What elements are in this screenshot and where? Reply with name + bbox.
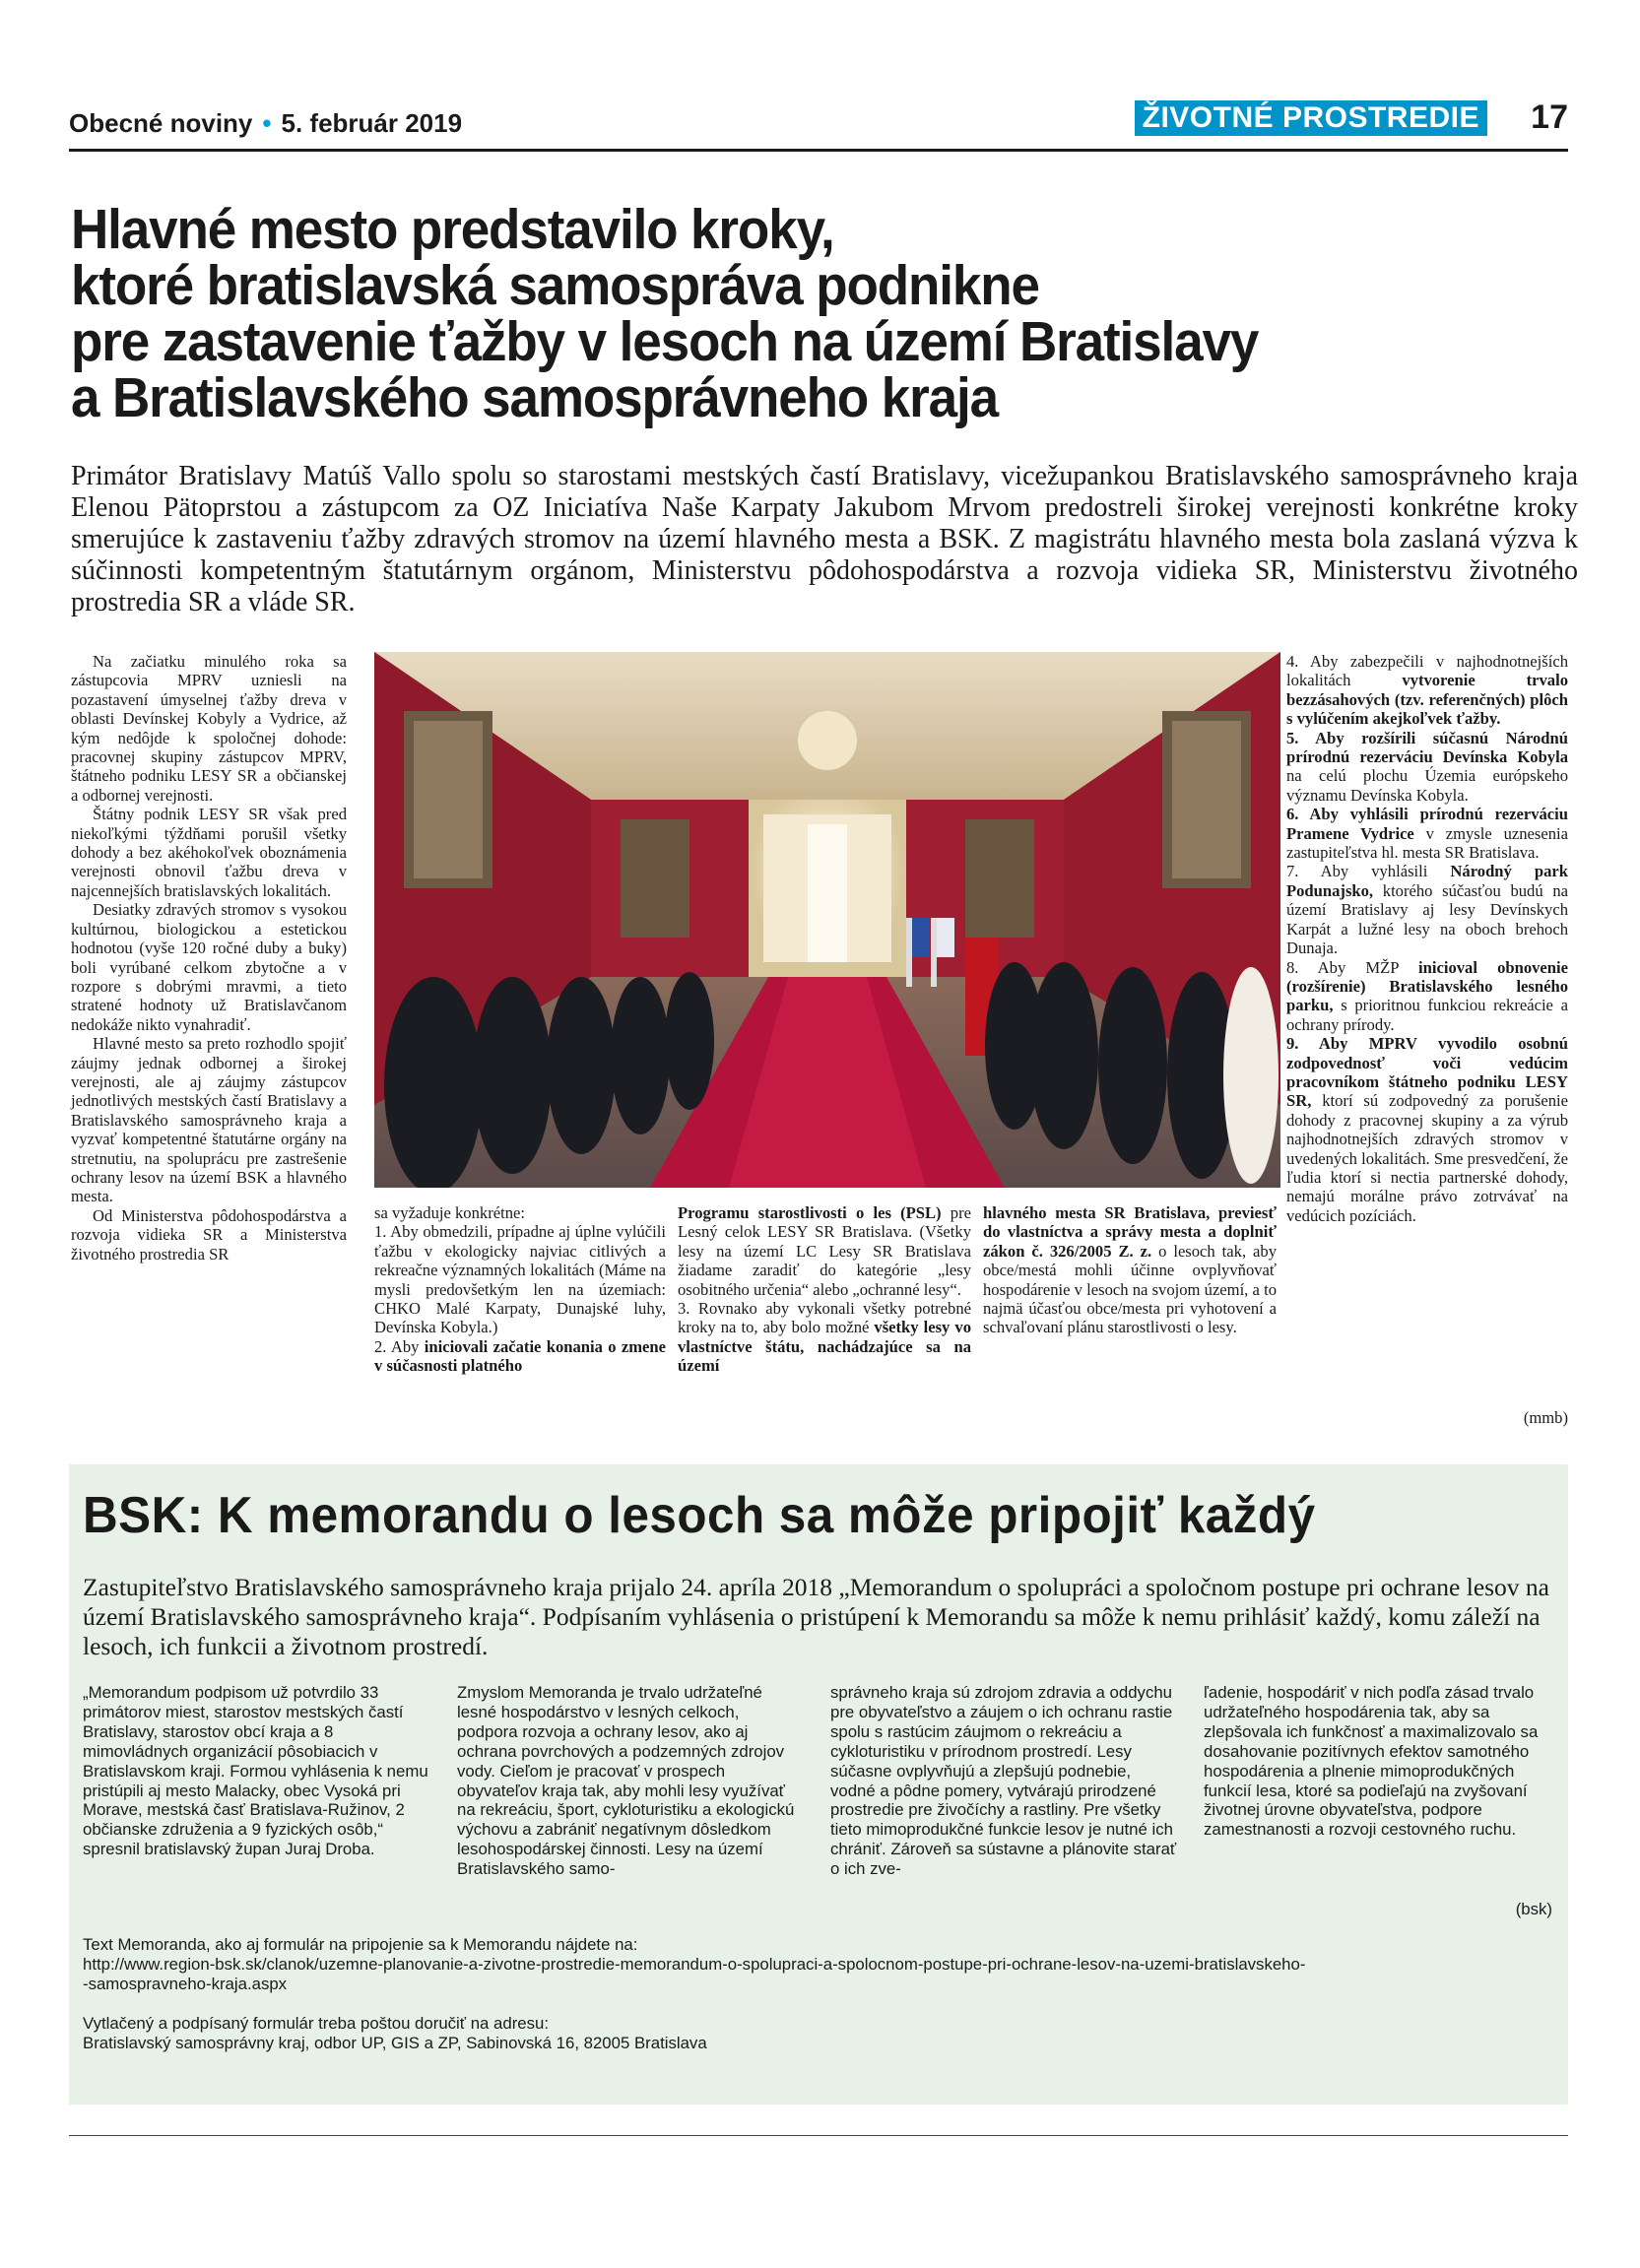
bold-text: všetky lesy vo vlastníctve štátu, nachádzajúce sa na území: [678, 1318, 971, 1376]
author-signature: (mmb): [1523, 1408, 1568, 1427]
bold-text: 9. Aby MPRV vyvodilo osobnú zodpovednosť voči vedúcim pracovníkom štátneho podniku LESY SR,: [1286, 1034, 1568, 1111]
box-intro: Zastupiteľstvo Bratislavského samosprávneho kraja prijalo 24. apríla 2018 „Memorandum o spolupráci a spoločnom postupe pri ochrane lesov na území Bratislavského samosprávneho kraja“. Podpísaním vyhlásenia o pristúpení k Memorandu sa môže k nemu prihlásiť každý, komu záleží na lesoch, ich funkcii a životnom prostredí.: [83, 1573, 1549, 1660]
text: 3. Rovnako aby vykonali všetky potrebné kroky na to, aby bolo možné: [678, 1299, 971, 1337]
text: v zmysle uznesenia zastupiteľstva hl. mesta SR Bratislava.: [1286, 823, 1568, 863]
box-column-4: ľadenie, hospodáriť v nich podľa zásad trvalo udržateľného hospodárenia tak, aby sa zlepšovala ich funkčnosť a maximalizovalo sa dosahovanie pozitívnych efektov samotného hospodárenia a plnenie mimoprodukčných funkcií lesa, ktoré sa podieľajú na zvyšovaní životnej úrovne obyvateľstva, podpore zamestnanosti a rozvoji cestovného ruchu.: [1204, 1683, 1539, 1840]
text: 7. Aby vyhlásili: [1286, 862, 1451, 881]
bold-text: iniciovali začatie konania o zmene v súčasnosti platného: [374, 1336, 667, 1376]
article-column-2: [374, 1203, 666, 1376]
press-conference-photo: [374, 652, 1280, 1188]
demand-item-6: [1286, 805, 1568, 862]
footer-text: Vytlačený a podpísaný formulár treba poštou doručiť na adresu:: [83, 2014, 550, 2033]
box-column-2: Zmyslom Memoranda je trvalo udržateľné lesné hospodárstvo v lesných celkoch, podpora rozvoja a ochrany lesov, ako aj ochrana povrchových a podzemných zdrojov vody. Cieľom je pracovať v prospech obyvateľov kraja tak, aby mohli lesy využívať na rekreáciu, šport, cykloturistiku a ekologickú výchovu a zabrániť negatívnym dôsledkom lesohospodárskej činnosti. Lesy na území Bratislavského samo-: [457, 1683, 795, 1879]
bottom-rule: [69, 2135, 1568, 2136]
masthead: [69, 108, 462, 139]
headline-line: pre zastavenie ťažby v lesoch na území Bratislavy: [71, 310, 1259, 373]
footer-text: Text Memoranda, ako aj formulár na pripojenie sa k Memorandu nájdete na:: [83, 1935, 638, 1954]
spacer: [83, 1994, 1560, 2014]
paragraph: [678, 1203, 971, 1299]
issue-date: 5. február 2019: [281, 108, 463, 138]
demand-item-3: [678, 1299, 971, 1376]
memorandum-link-continued[interactable]: -samospravneho-kraja.aspx: [83, 1975, 288, 1993]
paragraph: Na začiatku minulého roka sa zástupcovia MPRV uzniesli na pozastavení úmyselnej ťažby dreva v oblasti Devínskej Kobyly a Vydrice, až kým nedôjde k spoločnej dohode: pracovnej skupiny zástupcov MPRV, štátneho podniku LESY SR a občianskej a odbornej verejnosti.: [71, 652, 347, 805]
publication-name: Obecné noviny: [69, 108, 253, 138]
headline-line: ktoré bratislavská samospráva podnikne: [71, 254, 1039, 317]
paragraph: sa vyžaduje konkrétne:: [374, 1203, 525, 1222]
lead-paragraph: Primátor Bratislavy Matúš Vallo spolu so starostami mestských častí Bratislavy, vicežupankou Bratislavského samosprávneho kraja Elenou Pätoprstou a zástupcom za OZ Iniciatíva Naše Karpaty Jakubom Mrvom predostreli širokej verejnosti konkrétne kroky smerujúce k zastaveniu ťažby zdravých stromov na území hlavného mesta a BSK. Z magistrátu hlavného mesta bola zaslaná výzva k súčinnosti kompetentným štatutárnym orgánom, Ministerstvu pôdohospodárstva a rozvoja vidieka SR, Ministerstvu životného prostredia SR a vláde SR.: [71, 461, 1578, 617]
text: pre Lesný celok LESY SR Bratislava. (Všetky lesy na území LC Lesy SR Bratislava žiadame zaradiť do kategórie „lesy osobitného určenia“ alebo „ochranné lesy“.: [678, 1203, 971, 1299]
text: s prioritnou funkciou rekreácie a ochrany prírody.: [1286, 996, 1568, 1034]
postal-address: Bratislavský samosprávny kraj, odbor UP, GIS a ZP, Sabinovská 16, 82005 Bratislava: [83, 2034, 707, 2052]
demand-item-1: 1. Aby obmedzili, prípadne aj úplne vylúčili ťažbu v ekologicky najviac citlivých a rekreačne významných lokalitách (Máme na mysli predovšetkým len na územiach: CHKO Malé Karpaty, Dunajské luhy, Devínska Kobyla.): [374, 1222, 666, 1337]
text: 8. Aby MŽP: [1286, 957, 1419, 977]
page-number: 17: [1531, 98, 1568, 136]
article-column-5: [1286, 652, 1568, 1225]
headline-line: Hlavné mesto predstavilo kroky,: [71, 198, 834, 261]
demand-item-9: [1286, 1034, 1568, 1225]
demand-item-2: [374, 1337, 666, 1376]
bold-text: Národný park Podunajsko,: [1286, 862, 1568, 900]
box-signature: (bsk): [1515, 1900, 1552, 1918]
text: 2. Aby: [374, 1336, 425, 1356]
article-column-3: [678, 1203, 971, 1376]
text: na celú plochu Územia európskeho významu Devínska Kobyla.: [1286, 766, 1568, 805]
text: ktorí sú zodpovedný za porušenie dohody z pracovnej skupiny a za výrub najhodnotnejších zdravých stromov v uvedených lokalitách. Sme presvedčení, že ľudia ktorí si nectia partnerské dohody, nemajú morálne právo zotrvávať na vedúcich pozíciách.: [1286, 1091, 1568, 1225]
memorandum-link[interactable]: http://www.region-bsk.sk/clanok/uzemne-planovanie-a-zivotne-prostredie-memorandum-o-spolupraci-a-spolocnom-postupe-pri-ochrane-lesov-na-uzemi-bratislavskeho-: [83, 1955, 1306, 1974]
bold-text: 6. Aby vyhlásili prírodnú rezerváciu Pramene Vydrice: [1286, 805, 1568, 843]
bold-text: 5. Aby rozšírili súčasnú Národnú prírodnú rezerváciu Devínska Kobyla: [1286, 728, 1568, 767]
box-title: BSK: K memorandu o lesoch sa môže pripojiť každý: [83, 1487, 1316, 1544]
headline-line: a Bratislavského samosprávneho kraja: [71, 366, 999, 429]
box-column-3: správneho kraja sú zdrojom zdravia a oddychu pre obyvateľstvo a záujem o ich ochranu rastie spolu s rastúcim záujmom o rekreáciu a cykloturistiku v prírodnom prostredí. Lesy súčasne ovplyvňujú a zlepšujú podnebie, vodné a pôdne pomery, vytvárajú prirodzené prostredie pre živočíchy a rastliny. Pre všetky tieto mimoprodukčné funkcie lesov je nutné ich chrániť. Zároveň sa sústavne a plánovite starať o ich zve-: [830, 1683, 1177, 1879]
photo-illustration: [374, 652, 1280, 1188]
demand-item-8: [1286, 958, 1568, 1035]
article-column-4: [983, 1203, 1277, 1337]
bold-text: inicioval obnovenie (rozšírenie) Bratislavského lesného parku,: [1286, 957, 1568, 1015]
section-label: ŽIVOTNÉ PROSTREDIE: [1135, 100, 1487, 136]
paragraph: Hlavné mesto sa preto rozhodlo spojiť záujmy jednak odbornej a širokej verejnosti, ale aj záujmy zástupcov jednotlivých mestských častí Bratislavy a Bratislavského samosprávneho kraja a vyzvať kompetentné štatutárne orgány na stretnutiu, na spoluprácu pre zastrešenie ochrany lesov na území BSK a hlavného mesta.: [71, 1034, 347, 1206]
separator-dot: •: [262, 108, 272, 138]
text: o lesoch tak, aby obce/mestá mohli účinne ovplyvňovať hospodárenie v lesoch na svojom území, a to najmä účasťou obce/mesta pri vyhotovení a schvaľovaní plánu starostlivosti o lesy.: [983, 1241, 1277, 1337]
bold-text: vytvorenie trvalo bezzásahových (tzv. referenčných) plôch s vylúčením akejkoľvek ťažby.: [1286, 671, 1568, 729]
paragraph: Desiatky zdravých stromov s vysokou kultúrnou, biologickou a estetickou hodnotou (vyše 120 ročné duby a buky) boli vyrúbané celkom zbytočne a v rozpore s dobrými mravmi, a tieto stratené hodnoty už Bratislavčanom nedokáže nikto vynahradiť.: [71, 900, 347, 1034]
sidebar-box: [69, 1464, 1568, 2105]
page-header: [69, 98, 1568, 152]
headline: [71, 198, 1473, 429]
paragraph: [983, 1203, 1277, 1337]
bold-text: Programu starostlivosti o les (PSL): [678, 1203, 942, 1222]
paragraph: Štátny podnik LESY SR však pred niekoľkými týždňami porušil všetky dohody a bez akéhokoľvek oboznámenia verejnosti obnovil ťažbu dreva v najcennejších bratislavských lokalitách.: [71, 805, 347, 900]
demand-item-4: [1286, 652, 1568, 729]
box-footer: [83, 1935, 1560, 2053]
demand-item-5: [1286, 729, 1568, 806]
bold-text: hlavného mesta SR Bratislava, previesť do vlastníctva a správy mesta a doplniť zákon č. 326/2005 Z. z.: [983, 1203, 1277, 1261]
demand-item-7: [1286, 862, 1568, 957]
paragraph: Od Ministerstva pôdohospodárstva a rozvoja vidieka SR a Ministerstva životného prostredia SR: [71, 1205, 347, 1264]
box-column-1: „Memorandum podpisom už potvrdilo 33 primátorov miest, starostov mestských častí Bratislavy, starostov obcí kraja a 8 mimovládnych organizácií pôsobiacich v Bratislavskom kraji. Formou vyhlásenia k nemu pristúpili aj mesto Malacky, obec Vysoká pri Morave, mestská časť Bratislava-Ružinov, 2 občianske združenia a 9 fyzických osôb,“ spresnil bratislavský župan Juraj Droba.: [83, 1683, 428, 1859]
text: ktorého súčasťou budú na území Bratislavy aj lesy Devínskych Karpát a lužné lesy na oboch brehoch Dunaja.: [1286, 880, 1568, 958]
article-column-1: [71, 652, 347, 1264]
text: 4. Aby zabezpečili v najhodnotnejších lokalitách: [1286, 652, 1568, 690]
